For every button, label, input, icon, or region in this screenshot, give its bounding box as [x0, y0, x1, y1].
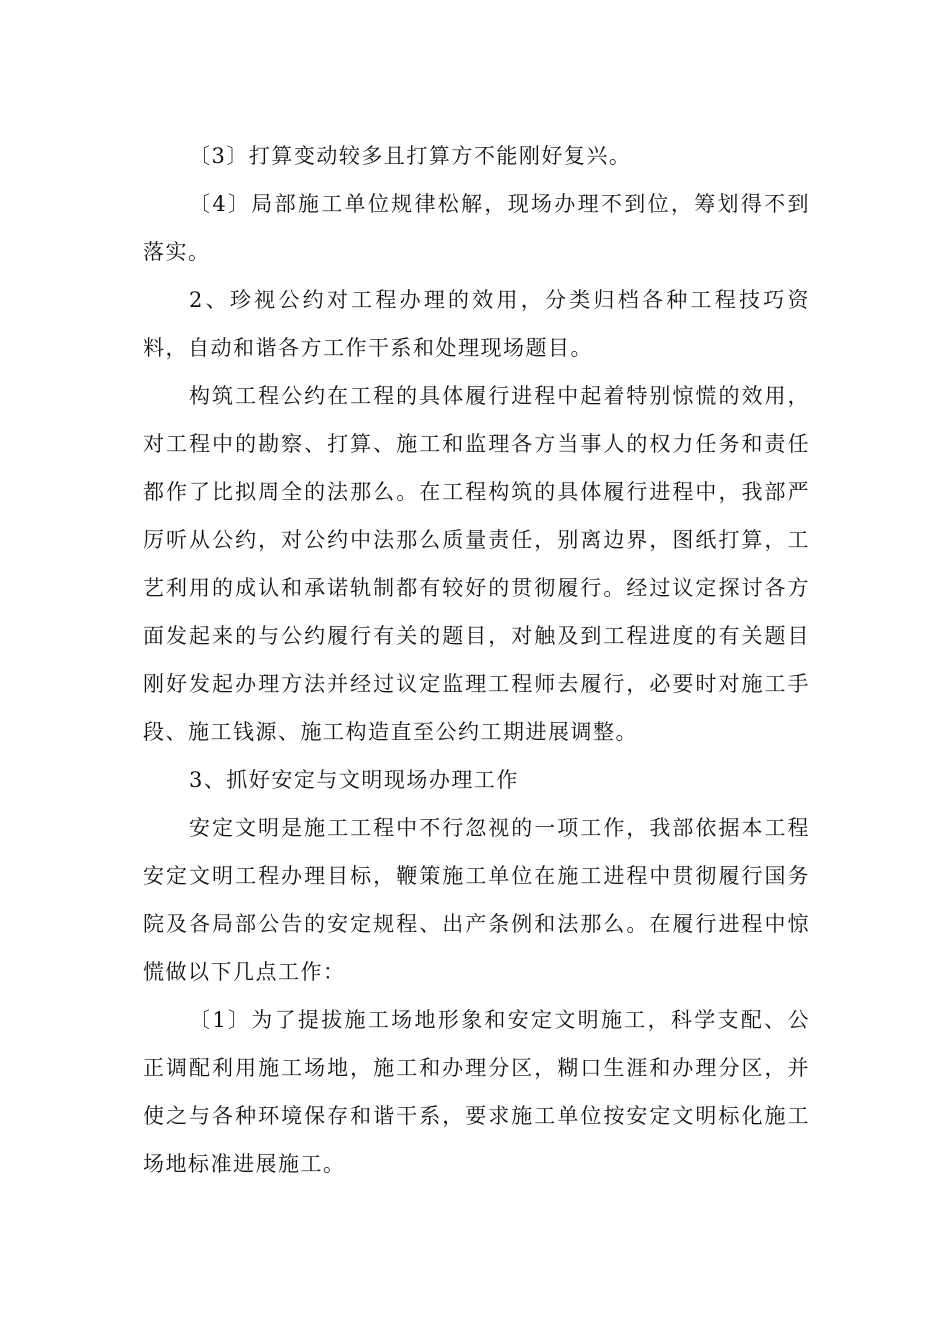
paragraph-safety-heading: 3、抓好安定与文明现场办理工作	[189, 768, 519, 792]
paragraph-design-changes: 〔3〕打算变动较多且打算方不能刚好复兴。	[189, 144, 632, 168]
paragraph-contract-heading: 2、珍视公约对工程办理的效用，分类归档各种工程技巧资料，自动和谐各方工作干系和处理现场题目。	[143, 288, 810, 360]
paragraph-lax-discipline: 〔4〕局部施工单位规律松解，现场办理不到位，筹划得不到落实。	[143, 192, 810, 264]
document-body	[143, 132, 810, 1188]
paragraph-site-layout: 〔1〕为了提拔施工场地形象和安定文明施工，科学支配、公正调配利用施工场地，施工和办理分区，糊口生涯和办理分区，并使之与各种环境保存和谐干系，要求施工单位按安定文明标化施工场地标准进展施工。	[143, 1008, 810, 1176]
paragraph-safety-body: 安定文明是施工工程中不行忽视的一项工作，我部依据本工程安定文明工程办理目标，鞭策施工单位在施工进程中贯彻履行国务院及各局部公告的安定规程、出产条例和法那么。在履行进程中惊慌做以下几点工作：	[143, 816, 810, 984]
paragraph-contract-body: 构筑工程公约在工程的具体履行进程中起着特别惊慌的效用，对工程中的勘察、打算、施工和监理各方当事人的权力任务和责任都作了比拟周全的法那么。在工程构筑的具体履行进程中，我部严厉听从公约，对公约中法那么质量责任，别离边界，图纸打算，工艺利用的成认和承诺轨制都有较好的贯彻履行。经过议定探讨各方面发起来的与公约履行有关的题目，对触及到工程进度的有关题目刚好发起办理方法并经过议定监理工程师去履行，必要时对施工手段、施工钱源、施工构造直至公约工期进展调整。	[143, 384, 810, 744]
